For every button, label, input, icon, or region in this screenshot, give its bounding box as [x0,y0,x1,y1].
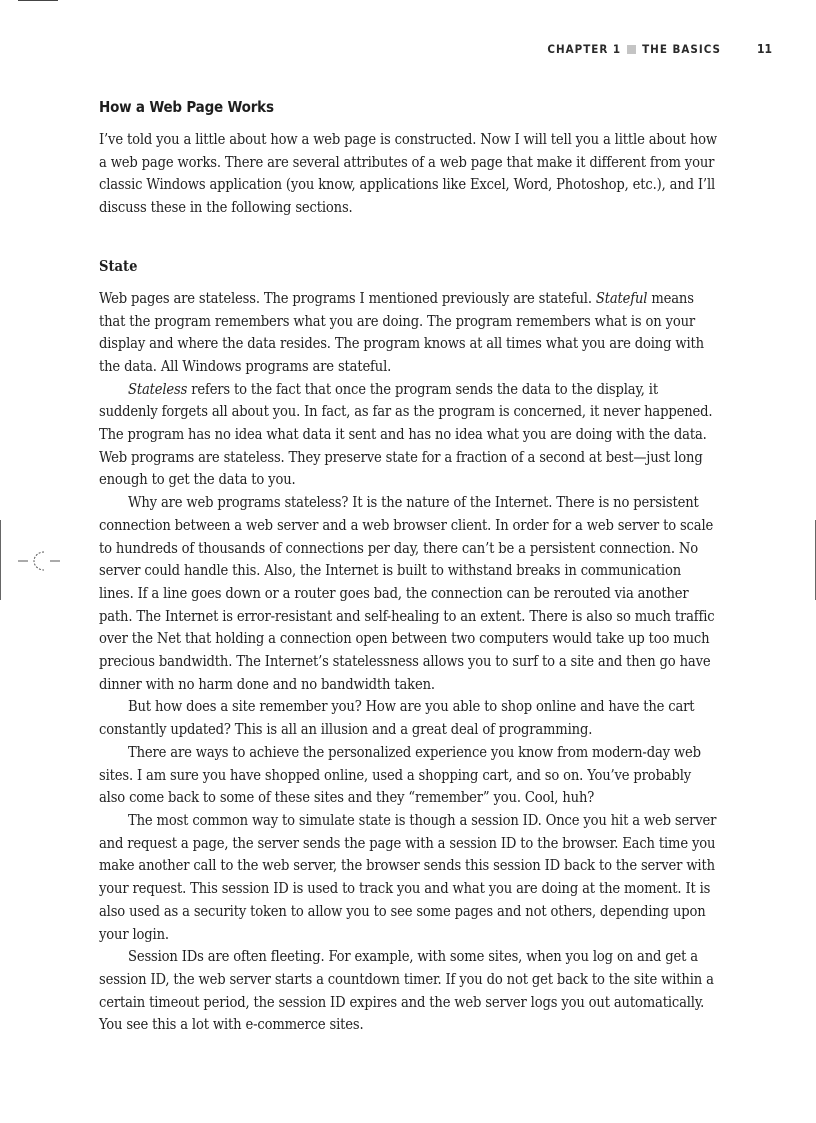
term-stateless: Stateless [128,380,188,398]
paragraph-5: There are ways to achieve the personalized experience you know from modern-day web sites. I am sure you have shopped online, used a shopping cart, and so on. You’ve probably also come back to some of these sites and they “remember” you. Cool, huh? [99,743,701,807]
paragraph-1 [99,288,719,379]
registration-mark-icon [18,548,62,574]
paragraph-1-lead: Web pages are stateless. The programs I mentioned previously are stateful. [99,289,596,307]
paragraph-6: The most common way to simulate state is though a session ID. Once you hit a web server and request a page, the server sends the page with a session ID to the browser. Each time you make another call to the web server, the browser sends this session ID back to the server with your request. This session ID is used to track you and what you are doing at the moment. It is also used as a security token to allow you to see some pages and not others, depending upon your login. [99,811,717,943]
running-header [0,42,772,56]
section-title: How a Web Page Works [99,98,274,116]
paragraph-1-rest: means that the program remembers what you are doing. The program remembers what is on your display and where the data resides. The program knows at all times what you are doing with the data. All Windows programs are stateful. [99,289,704,375]
paragraph-7: Session IDs are often fleeting. For example, with some sites, when you log on and get a session ID, the web server starts a countdown timer. If you do not get back to the site within a certain timeout period, the session ID expires and the web server logs you out automatically. You see this a lot with e-commerce sites. [99,948,714,1034]
paragraph-4: But how does a site remember you? How are you able to shop online and have the cart constantly updated? This is all an illusion and a great deal of programming. [99,698,695,739]
intro-paragraph: I’ve told you a little about how a web page is constructed. Now I will tell you a little about how a web page works. There are several attributes of a web page that make it different from your classic Windows application (you know, applications like Excel, Word, Photoshop, etc.), and I’ll discuss these in the following sections. [99,131,717,217]
header-chapter: CHAPTER 1 [547,42,622,56]
page-body [99,98,719,1037]
subsection-title: State [99,257,138,275]
header-chapter-title: THE BASICS [642,42,721,56]
paragraph-2 [99,379,719,493]
crop-mark-top [18,0,58,1]
term-stateful: Stateful [595,289,648,307]
trim-mark-left [0,520,1,600]
page-number: 11 [756,42,772,56]
paragraph-3: Why are web programs stateless? It is the nature of the Internet. There is no persistent connection between a web server and a web browser client. In order for a web server to scale to hundreds of thousands of connections per day, there can’t be a persistent connection. No server could handle this. Also, the Internet is built to withstand breaks in communication lines. If a line goes down or a router goes bad, the connection can be rerouted via another path. The Internet is error-resistant and self-healing to an extent. There is also so much traffic over the Net that holding a connection open between two computers would take up too much precious bandwidth. The Internet’s statelessness allows you to surf to a site and then go have dinner with no harm done and no bandwidth taken. [99,494,715,693]
paragraph-2-rest: refers to the fact that once the program sends the data to the display, it suddenly forgets all about you. In fact, as far as the program is concerned, it never happened. The program has no idea what data it sent and has no idea what you are doing with the data. Web programs are stateless. They preserve state for a fraction of a second at best—just long enough to get the data to you. [99,380,713,489]
square-bullet-icon [627,45,636,54]
